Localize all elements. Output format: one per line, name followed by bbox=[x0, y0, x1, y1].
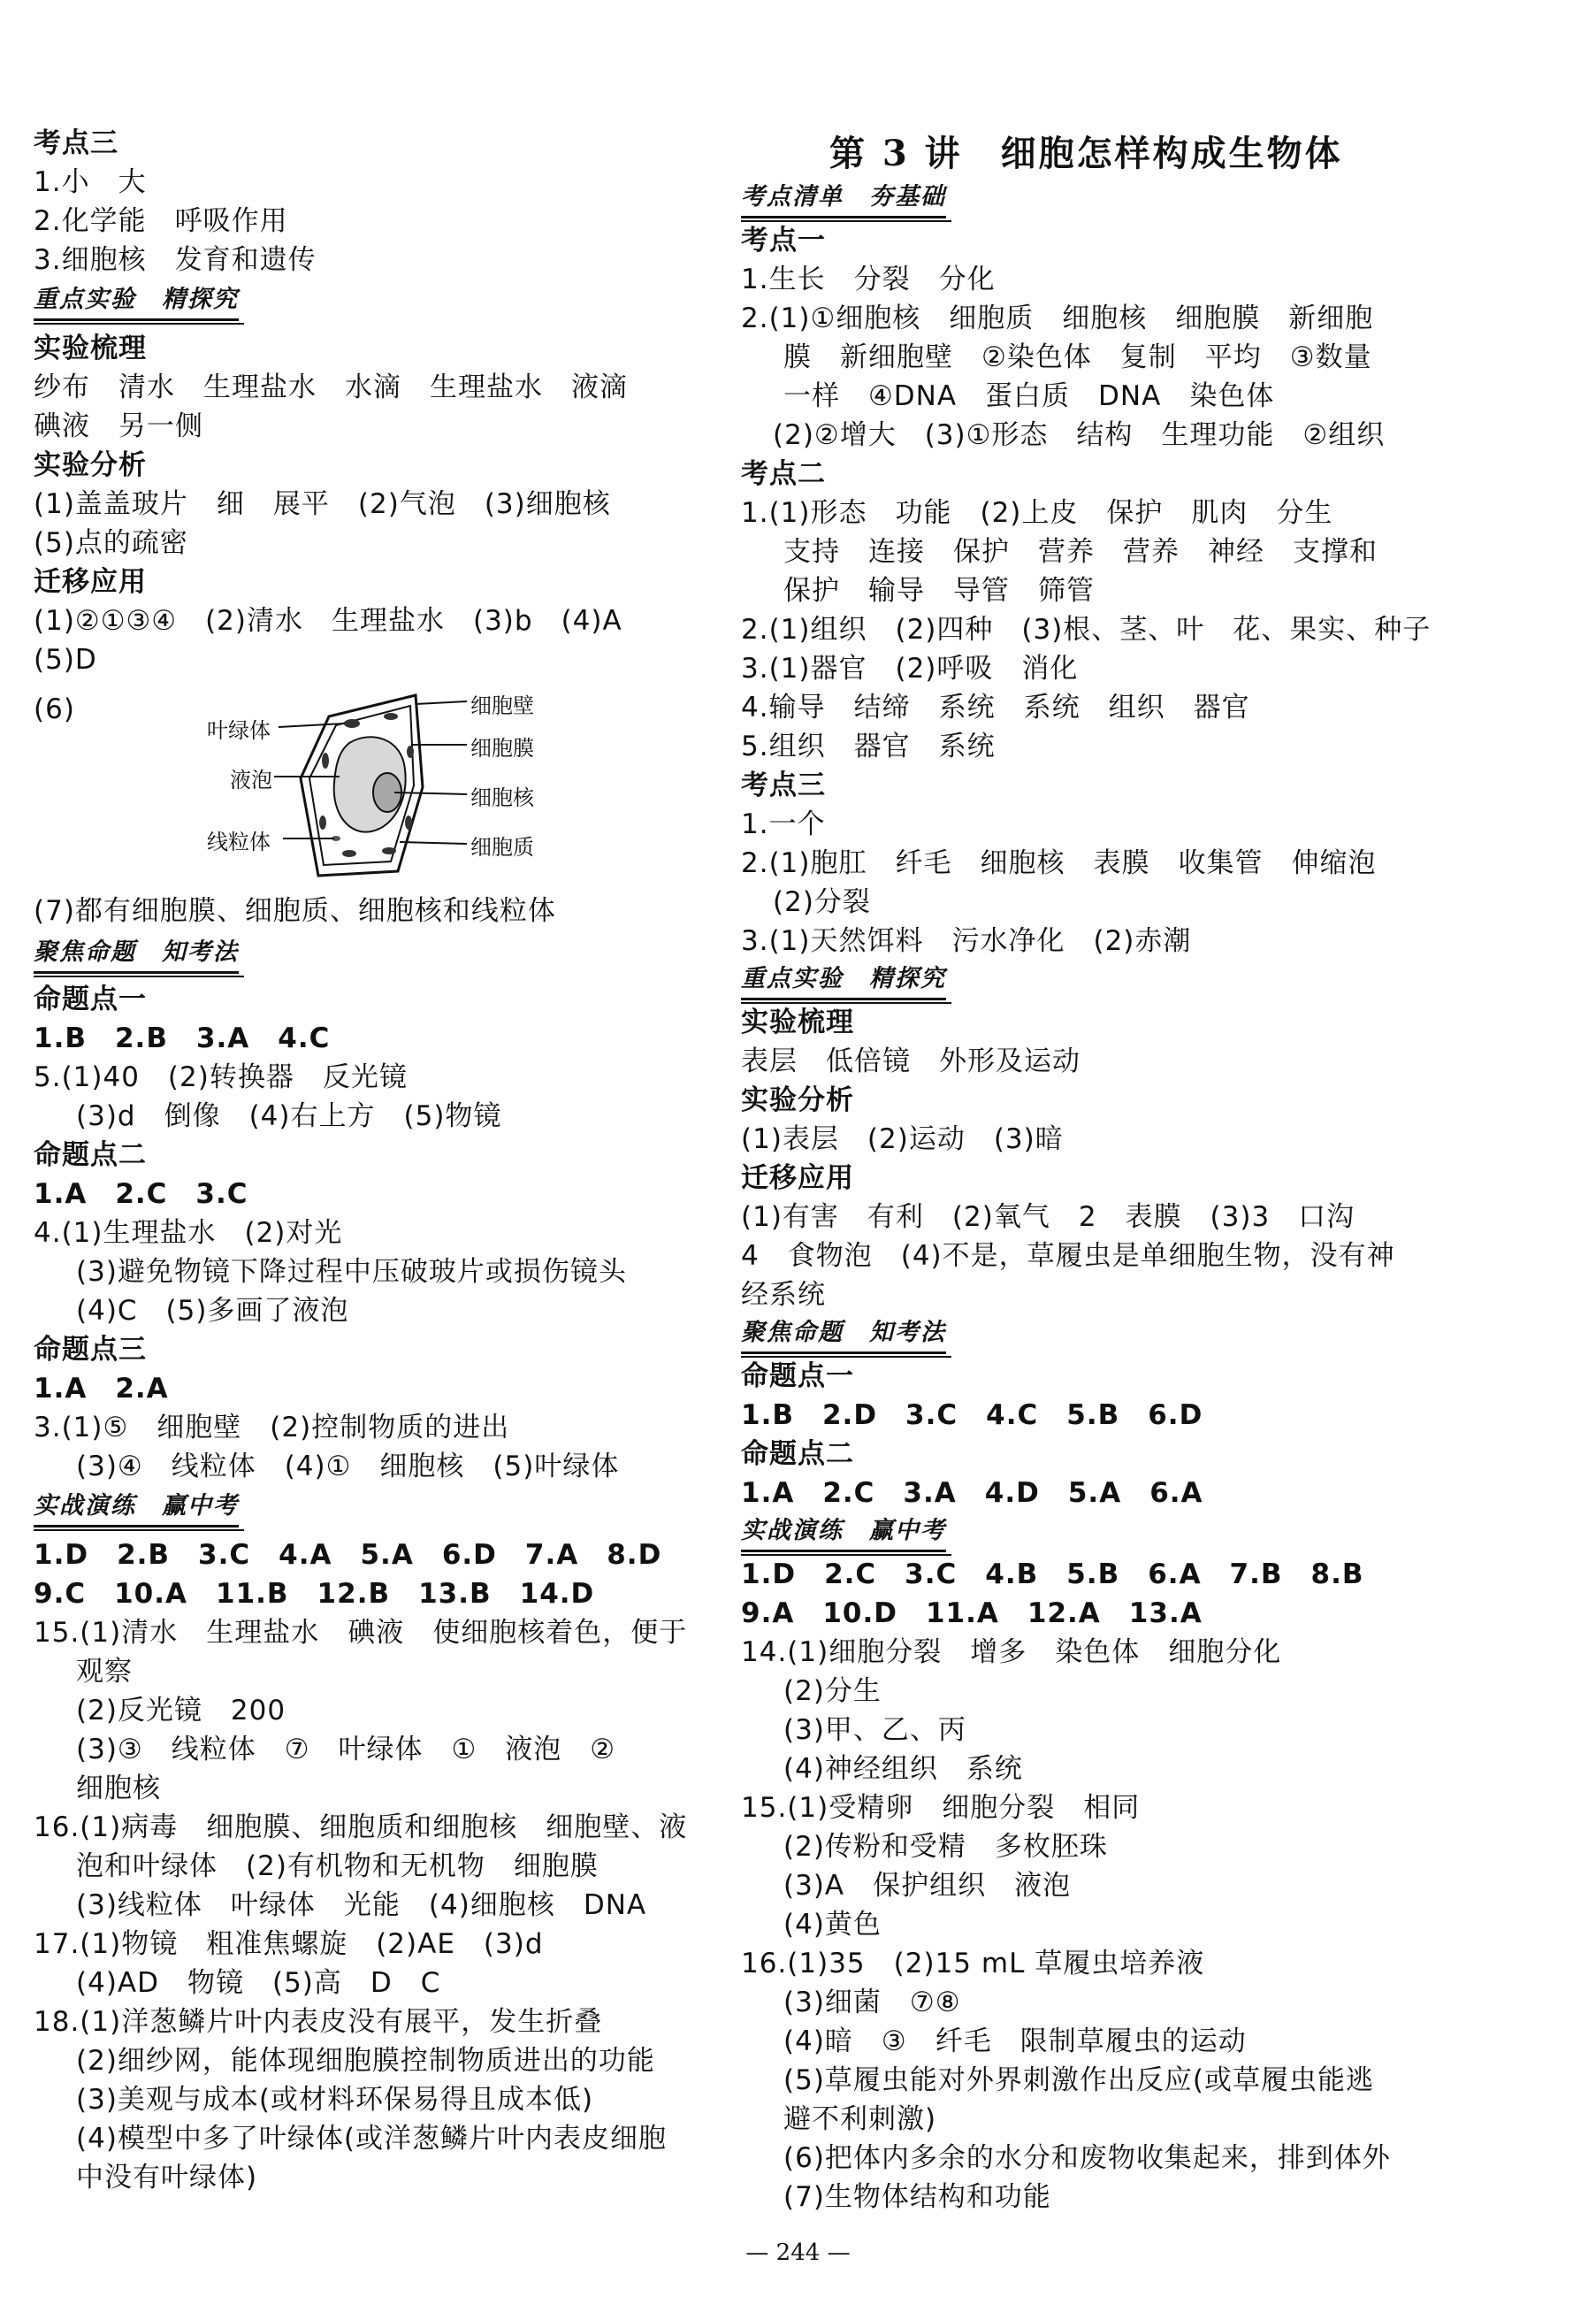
subheading-experiment-analysis: 实验分析 bbox=[741, 1084, 854, 1116]
chloroplast-shape bbox=[405, 815, 412, 830]
subheading-experiment-sort: 实验梳理 bbox=[34, 333, 147, 364]
answer-line: 1.A 2.A bbox=[34, 1373, 169, 1405]
section-banner-practice: 实战演练 赢中考 bbox=[34, 1489, 239, 1528]
answer-line: (2)分生 bbox=[783, 1675, 882, 1707]
page-number: — 244 — bbox=[745, 2240, 851, 2266]
subheading-experiment-sort: 实验梳理 bbox=[741, 1007, 854, 1038]
answer-line: 15.(1)受精卵 细胞分裂 相同 bbox=[741, 1792, 1141, 1824]
section-banner-practice: 实战演练 赢中考 bbox=[741, 1514, 946, 1552]
answer-line: 2.(1)组织 (2)四种 (3)根、茎、叶 花、果实、种子 bbox=[741, 614, 1432, 646]
subheading-mt1: 命题点一 bbox=[34, 984, 147, 1015]
label-mitochondria: 线粒体 bbox=[207, 830, 271, 854]
answer-line: 一样 ④DNA 蛋白质 DNA 染色体 bbox=[783, 380, 1275, 412]
answer-line: 4 食物泡 (4)不是，草履虫是单细胞生物，没有神 bbox=[741, 1240, 1395, 1272]
label-cell-wall: 细胞壁 bbox=[470, 693, 534, 718]
label-nucleus: 细胞核 bbox=[470, 785, 534, 810]
answer-line: (1)有害 有利 (2)氧气 2 表膜 (3)3 口沟 bbox=[741, 1201, 1355, 1233]
chloroplast-shape bbox=[344, 719, 360, 728]
cell-wall-shape bbox=[301, 695, 423, 876]
answer-line: (4)AD 物镜 (5)高 D C bbox=[76, 1967, 441, 1999]
answer-line: 18.(1)洋葱鳞片叶内表皮没有展平，发生折叠 bbox=[34, 2006, 603, 2038]
answer-line: (3)A 保护组织 液泡 bbox=[783, 1870, 1072, 1902]
answer-line: 细胞核 bbox=[76, 1773, 161, 1804]
vacuole-shape bbox=[334, 737, 406, 831]
answer-line: (7)生物体结构和功能 bbox=[783, 2181, 1051, 2213]
mitochondria-shape bbox=[332, 836, 340, 841]
answer-line: 保护 输导 导管 筛管 bbox=[783, 575, 1095, 607]
answer-line: 16.(1)35 (2)15 mL 草履虫培养液 bbox=[741, 1948, 1205, 1979]
leader-line bbox=[394, 792, 467, 794]
answer-line: (4)模型中多了叶绿体(或洋葱鳞片叶内表皮细胞 bbox=[76, 2123, 668, 2155]
answer-line: (6) bbox=[34, 693, 75, 725]
answer-line: 1.D 2.B 3.C 4.A 5.A 6.D 7.A 8.D bbox=[34, 1539, 662, 1571]
answer-line: 1.小 大 bbox=[34, 166, 147, 198]
answer-line: 4.输导 结缔 系统 系统 组织 器官 bbox=[741, 692, 1250, 724]
answer-line: 表层 低倍镜 外形及运动 bbox=[741, 1045, 1081, 1077]
answer-line: 5.(1)40 (2)转换器 反光镜 bbox=[34, 1061, 408, 1093]
answer-line: (3)线粒体 叶绿体 光能 (4)细胞核 DNA bbox=[76, 1889, 647, 1921]
answer-line: 3.(1)器官 (2)呼吸 消化 bbox=[741, 653, 1079, 685]
answer-line: (3)细菌 ⑦⑧ bbox=[783, 1987, 961, 2018]
answer-line: 避不利刺激) bbox=[783, 2103, 937, 2135]
answer-line: (3)④ 线粒体 (4)① 细胞核 (5)叶绿体 bbox=[76, 1451, 620, 1482]
answer-line: 5.组织 器官 系统 bbox=[741, 731, 996, 762]
answer-line: (3)③ 线粒体 ⑦ 叶绿体 ① 液泡 ② bbox=[76, 1734, 616, 1765]
chloroplast-shape bbox=[382, 847, 396, 854]
answer-line: 16.(1)病毒 细胞膜、细胞质和细胞核 细胞壁、液 bbox=[34, 1811, 688, 1843]
answer-line: 支持 连接 保护 营养 营养 神经 支撑和 bbox=[783, 536, 1378, 568]
answer-line: 碘液 另一侧 bbox=[34, 410, 203, 442]
leader-line bbox=[416, 701, 467, 704]
answer-line: 9.C 10.A 11.B 12.B 13.B 14.D bbox=[34, 1578, 595, 1610]
chloroplast-shape bbox=[407, 746, 414, 758]
label-cytoplasm: 细胞质 bbox=[470, 835, 534, 860]
section-banner-experiment: 重点实验 精探究 bbox=[741, 962, 946, 1000]
answer-line: 1.(1)形态 功能 (2)上皮 保护 肌肉 分生 bbox=[741, 497, 1333, 529]
answer-line: 1.生长 分裂 分化 bbox=[741, 264, 996, 295]
answer-line: (4)黄色 bbox=[783, 1909, 882, 1941]
answer-line: (5)点的疏密 bbox=[34, 527, 188, 559]
answer-line: (2)传粉和受精 多枚胚珠 bbox=[783, 1831, 1108, 1863]
label-cell-membrane: 细胞膜 bbox=[470, 736, 534, 761]
label-vacuole: 液泡 bbox=[230, 768, 272, 792]
answer-line: (1)②①③④ (2)清水 生理盐水 (3)b (4)A bbox=[34, 605, 622, 637]
answer-line: (2)反光镜 200 bbox=[76, 1695, 286, 1727]
answer-line: 纱布 清水 生理盐水 水滴 生理盐水 液滴 bbox=[34, 371, 628, 403]
answer-line: 2.(1)胞肛 纤毛 细胞核 表膜 收集管 伸缩泡 bbox=[741, 847, 1377, 879]
section-banner-list: 考点清单 夯基础 bbox=[741, 180, 946, 218]
subheading-mt3: 命题点三 bbox=[34, 1334, 147, 1366]
answer-line: (3)d 倒像 (4)右上方 (5)物镜 bbox=[76, 1100, 502, 1132]
answer-line: 膜 新细胞壁 ②染色体 复制 平均 ③数量 bbox=[783, 341, 1372, 373]
subheading-kp1: 考点一 bbox=[741, 225, 826, 256]
answer-line: (3)美观与成本(或材料环保易得且成本低) bbox=[76, 2084, 594, 2116]
answer-line: 泡和叶绿体 (2)有机物和无机物 细胞膜 bbox=[76, 1850, 599, 1882]
section-banner-focus: 聚焦命题 知考法 bbox=[34, 936, 239, 974]
chloroplast-shape bbox=[384, 713, 398, 720]
leader-line bbox=[400, 842, 467, 844]
answer-line: 3.细胞核 发育和遗传 bbox=[34, 244, 317, 276]
nucleus-shape bbox=[373, 773, 401, 812]
subheading-experiment-analysis: 实验分析 bbox=[34, 449, 147, 481]
answer-line: 1.A 2.C 3.C bbox=[34, 1178, 248, 1210]
section-banner-focus: 聚焦命题 知考法 bbox=[741, 1316, 946, 1354]
answer-line: (4)神经组织 系统 bbox=[783, 1753, 1023, 1785]
answer-line: (3)甲、乙、丙 bbox=[783, 1714, 966, 1746]
answer-line: (7)都有细胞膜、细胞质、细胞核和线粒体 bbox=[34, 895, 556, 927]
answer-line: 4.(1)生理盐水 (2)对光 bbox=[34, 1217, 343, 1249]
answer-line: 3.(1)⑤ 细胞壁 (2)控制物质的进出 bbox=[34, 1412, 510, 1443]
answer-line: (4)暗 ③ 纤毛 限制草履虫的运动 bbox=[783, 2025, 1247, 2057]
answer-line: (6)把体内多余的水分和废物收集起来，排到体外 bbox=[783, 2142, 1391, 2174]
answer-line: (2)分裂 bbox=[773, 886, 871, 918]
leader-line bbox=[279, 724, 345, 727]
subheading-kp2: 考点二 bbox=[741, 458, 826, 490]
answer-line: (4)C (5)多画了液泡 bbox=[76, 1295, 349, 1327]
answer-line: 9.A 10.D 11.A 12.A 13.A bbox=[741, 1597, 1203, 1629]
subheading-transfer: 迁移应用 bbox=[741, 1162, 854, 1194]
chloroplast-shape bbox=[319, 815, 326, 830]
subheading-mt2: 命题点二 bbox=[34, 1139, 147, 1171]
answer-line: (3)避免物镜下降过程中压破玻片或损伤镜头 bbox=[76, 1256, 627, 1288]
answer-line: 1.一个 bbox=[741, 808, 826, 840]
answer-line: 17.(1)物镜 粗准焦螺旋 (2)AE (3)d bbox=[34, 1928, 544, 1960]
subheading-kp3: 考点三 bbox=[741, 769, 826, 801]
answer-line: 1.B 2.B 3.A 4.C bbox=[34, 1022, 331, 1054]
answer-line: (5)D bbox=[34, 644, 97, 676]
chloroplast-shape bbox=[322, 753, 329, 769]
answer-line: 2.化学能 呼吸作用 bbox=[34, 205, 288, 237]
answer-line: 经系统 bbox=[741, 1279, 826, 1311]
answer-line: 观察 bbox=[76, 1656, 133, 1688]
answer-line: 14.(1)细胞分裂 增多 染色体 细胞分化 bbox=[741, 1636, 1282, 1668]
label-chloroplast: 叶绿体 bbox=[207, 718, 271, 743]
kp3-heading: 考点三 bbox=[34, 127, 118, 159]
answer-line: 15.(1)清水 生理盐水 碘液 使细胞核着色，便于 bbox=[34, 1617, 688, 1649]
answer-line: (2)细纱网，能体现细胞膜控制物质进出的功能 bbox=[76, 2045, 655, 2077]
chapter-title: 第 3 讲 细胞怎样构成生物体 bbox=[829, 133, 1343, 174]
answer-line: 3.(1)天然饵料 污水净化 (2)赤潮 bbox=[741, 925, 1192, 957]
subheading-mt2: 命题点二 bbox=[741, 1438, 854, 1470]
answer-line: (2)②增大 (3)①形态 结构 生理功能 ②组织 bbox=[773, 419, 1386, 451]
section-banner-experiment: 重点实验 精探究 bbox=[34, 283, 239, 321]
answer-line: (5)草履虫能对外界刺激作出反应(或草履虫能逃 bbox=[783, 2064, 1375, 2096]
answer-line: 1.D 2.C 3.C 4.B 5.B 6.A 7.B 8.B bbox=[741, 1558, 1364, 1590]
answer-line: (1)盖盖玻片 细 展平 (2)气泡 (3)细胞核 bbox=[34, 488, 611, 520]
subheading-mt1: 命题点一 bbox=[741, 1360, 854, 1392]
cell-membrane-shape bbox=[309, 706, 414, 865]
answer-line: (1)表层 (2)运动 (3)暗 bbox=[741, 1123, 1064, 1155]
answer-line: 1.B 2.D 3.C 4.C 5.B 6.D bbox=[741, 1399, 1203, 1431]
answer-line: 2.(1)①细胞核 细胞质 细胞核 细胞膜 新细胞 bbox=[741, 302, 1374, 334]
answer-line: 1.A 2.C 3.A 4.D 5.A 6.A bbox=[741, 1477, 1203, 1509]
subheading-transfer: 迁移应用 bbox=[34, 566, 147, 598]
chloroplast-shape bbox=[342, 850, 356, 857]
answer-line: 中没有叶绿体) bbox=[76, 2162, 258, 2194]
